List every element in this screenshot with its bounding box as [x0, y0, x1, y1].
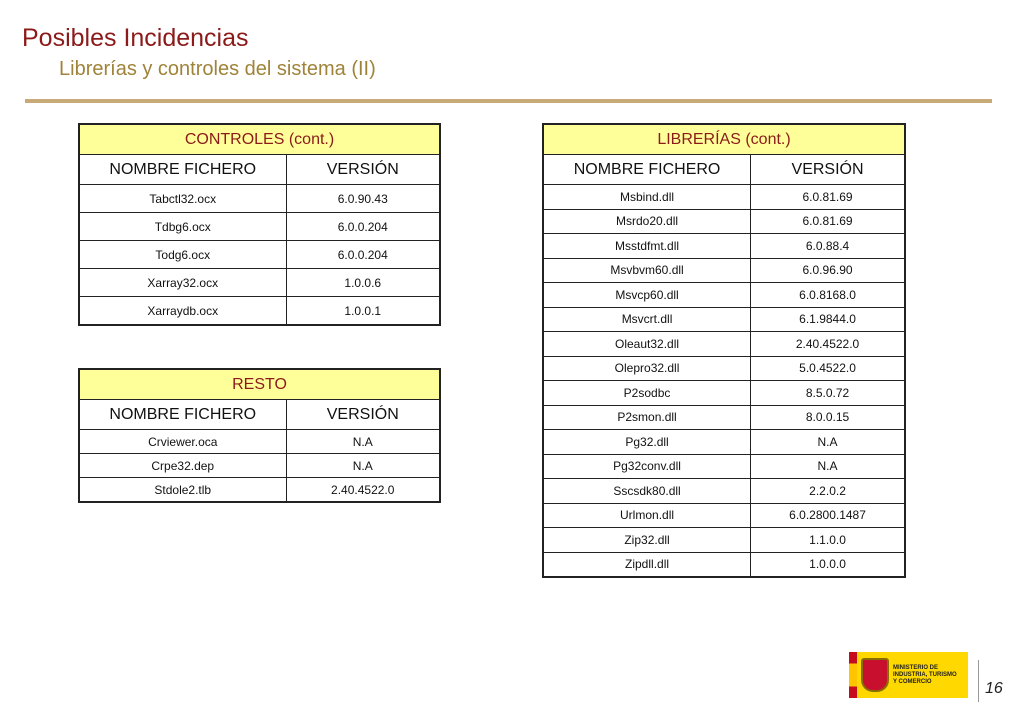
table-row: [543, 307, 905, 332]
file-name-cell: Pg32conv.dll: [543, 454, 751, 479]
page-number: 16: [985, 680, 1003, 697]
ministry-logo: [849, 652, 968, 698]
table-row: [79, 478, 440, 503]
file-name-cell: Msvbvm60.dll: [543, 258, 751, 283]
table-row: [543, 503, 905, 528]
file-name-cell: Xarray32.ocx: [79, 269, 286, 297]
version-cell: 2.40.4522.0: [751, 332, 905, 357]
file-name-cell: Msrdo20.dll: [543, 209, 751, 234]
table-row: [79, 241, 440, 269]
controles-table: [78, 123, 441, 326]
librerias-caption: LIBRERÍAS (cont.): [543, 124, 905, 155]
file-name-cell: Msvcrt.dll: [543, 307, 751, 332]
version-cell: 6.1.9844.0: [751, 307, 905, 332]
librerias-col-name: NOMBRE FICHERO: [543, 155, 751, 185]
version-cell: 6.0.0.204: [286, 241, 440, 269]
file-name-cell: Sscsdk80.dll: [543, 479, 751, 504]
version-cell: 5.0.4522.0: [751, 356, 905, 381]
table-row: [543, 381, 905, 406]
librerias-table: [542, 123, 906, 578]
version-cell: 2.40.4522.0: [286, 478, 440, 503]
file-name-cell: Stdole2.tlb: [79, 478, 286, 503]
controles-col-name: NOMBRE FICHERO: [79, 155, 286, 185]
version-cell: 1.0.0.0: [751, 552, 905, 577]
file-name-cell: Todg6.ocx: [79, 241, 286, 269]
table-row: [543, 552, 905, 577]
version-cell: 6.0.88.4: [751, 234, 905, 259]
version-cell: N.A: [751, 454, 905, 479]
file-name-cell: Crviewer.oca: [79, 430, 286, 454]
version-cell: 6.0.90.43: [286, 185, 440, 213]
file-name-cell: Xarraydb.ocx: [79, 297, 286, 326]
version-cell: 1.1.0.0: [751, 528, 905, 553]
version-cell: 6.0.96.90: [751, 258, 905, 283]
file-name-cell: Tabctl32.ocx: [79, 185, 286, 213]
file-name-cell: Zip32.dll: [543, 528, 751, 553]
file-name-cell: P2smon.dll: [543, 405, 751, 430]
footer-divider: [978, 660, 979, 702]
file-name-cell: P2sodbc: [543, 381, 751, 406]
librerias-col-version: VERSIÓN: [751, 155, 905, 185]
table-row: [543, 430, 905, 455]
version-cell: 2.2.0.2: [751, 479, 905, 504]
version-cell: 6.0.81.69: [751, 185, 905, 210]
version-cell: 8.0.0.15: [751, 405, 905, 430]
table-row: [543, 234, 905, 259]
controles-col-version: VERSIÓN: [286, 155, 440, 185]
file-name-cell: Tdbg6.ocx: [79, 213, 286, 241]
resto-col-version: VERSIÓN: [286, 400, 440, 430]
file-name-cell: Olepro32.dll: [543, 356, 751, 381]
table-row: [543, 185, 905, 210]
header-divider: [25, 99, 992, 103]
table-row: [543, 332, 905, 357]
version-cell: 1.0.0.6: [286, 269, 440, 297]
table-row: [543, 405, 905, 430]
file-name-cell: Crpe32.dep: [79, 454, 286, 478]
table-row: [79, 185, 440, 213]
version-cell: 6.0.2800.1487: [751, 503, 905, 528]
file-name-cell: Oleaut32.dll: [543, 332, 751, 357]
version-cell: N.A: [286, 454, 440, 478]
table-row: [543, 258, 905, 283]
slide-subtitle: Librerías y controles del sistema (II): [59, 58, 376, 80]
table-row: [79, 430, 440, 454]
version-cell: 6.0.8168.0: [751, 283, 905, 308]
file-name-cell: Urlmon.dll: [543, 503, 751, 528]
table-row: [543, 283, 905, 308]
table-row: [79, 269, 440, 297]
table-row: [79, 297, 440, 326]
version-cell: 8.5.0.72: [751, 381, 905, 406]
version-cell: 1.0.0.1: [286, 297, 440, 326]
file-name-cell: Pg32.dll: [543, 430, 751, 455]
file-name-cell: Zipdll.dll: [543, 552, 751, 577]
resto-col-name: NOMBRE FICHERO: [79, 400, 286, 430]
resto-table: [78, 368, 441, 503]
spain-flag-icon: [849, 652, 857, 698]
resto-caption: RESTO: [79, 369, 440, 400]
coat-of-arms-icon: [861, 658, 889, 692]
table-row: [79, 213, 440, 241]
controles-caption: CONTROLES (cont.): [79, 124, 440, 155]
table-row: [79, 454, 440, 478]
file-name-cell: Msstdfmt.dll: [543, 234, 751, 259]
table-row: [543, 356, 905, 381]
version-cell: 6.0.0.204: [286, 213, 440, 241]
table-row: [543, 528, 905, 553]
version-cell: 6.0.81.69: [751, 209, 905, 234]
version-cell: N.A: [286, 430, 440, 454]
file-name-cell: Msbind.dll: [543, 185, 751, 210]
table-row: [543, 479, 905, 504]
version-cell: N.A: [751, 430, 905, 455]
table-row: [543, 454, 905, 479]
slide-title: Posibles Incidencias: [22, 24, 249, 52]
ministry-label: MINISTERIO DE INDUSTRIA, TURISMO Y COMERCIO: [893, 664, 957, 685]
table-row: [543, 209, 905, 234]
file-name-cell: Msvcp60.dll: [543, 283, 751, 308]
